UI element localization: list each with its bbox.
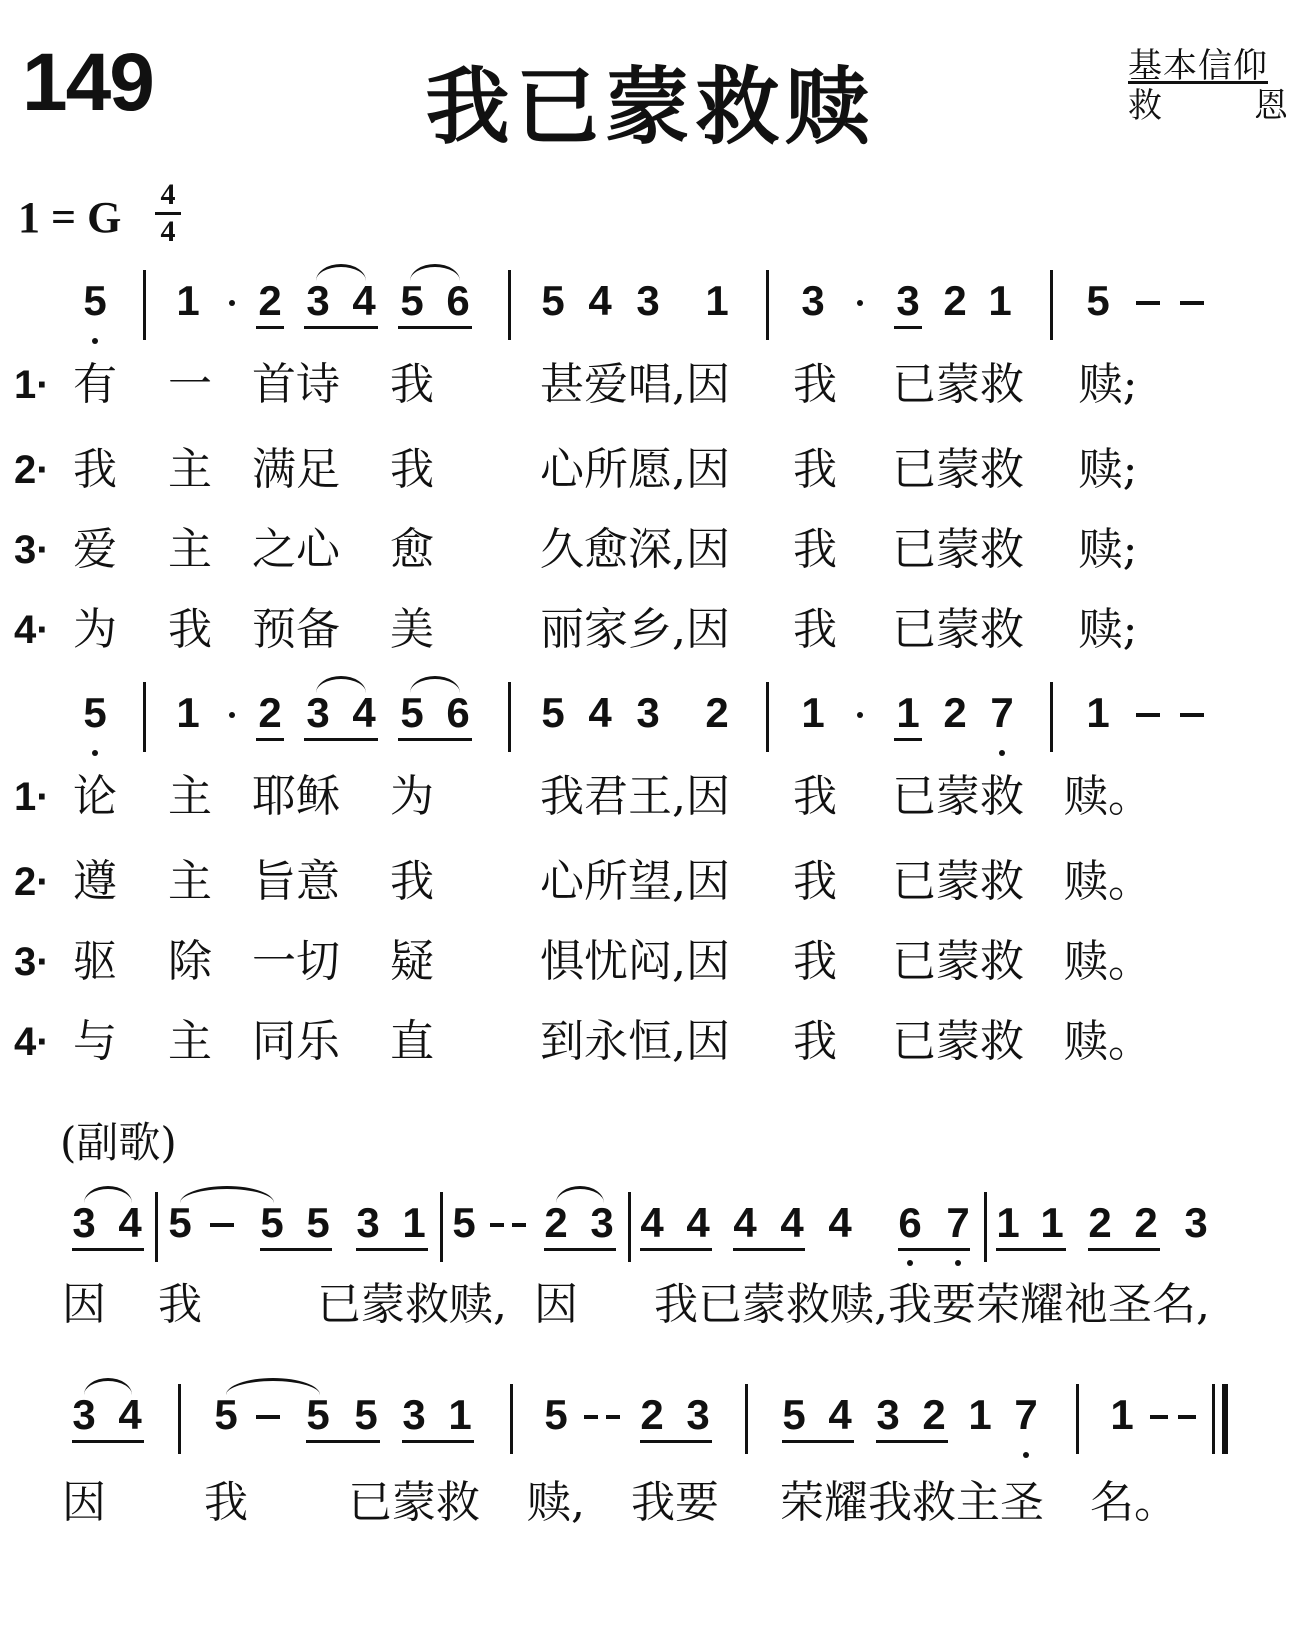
slur: [180, 1186, 274, 1203]
time-signature: 4 4: [155, 180, 181, 247]
note: 5: [400, 689, 424, 736]
note: 3: [402, 1391, 426, 1438]
note: 3: [896, 277, 920, 324]
note: 1: [1040, 1199, 1064, 1246]
verse-number: 2·: [14, 860, 50, 904]
verse-number: 4·: [14, 1020, 50, 1064]
category-sub: 救 恩: [1128, 86, 1288, 126]
augmentation-dot: [229, 712, 235, 718]
note: 1: [1110, 1391, 1134, 1438]
note: 3: [72, 1199, 96, 1246]
note: 3: [590, 1199, 614, 1246]
note: 6: [898, 1199, 922, 1246]
note: 5: [782, 1391, 806, 1438]
note: 4: [828, 1199, 852, 1246]
notation-line-1: [0, 278, 1301, 358]
note: 2: [640, 1391, 664, 1438]
note: 5: [400, 277, 424, 324]
verses-group-b: 1· 论 主 耶稣 为 我君王,因 我 已蒙救 赎。 2· 遵 主 旨意 我 心所望,因 我 已蒙救 赎。 3· 驱 除 一切 疑 惧忧闷,因 我 已蒙救 赎。 4· 与 主 同乐 直 到永恒,因 我 已蒙救 赎。: [14, 771, 1152, 1067]
note: 2: [258, 689, 282, 736]
notation-line-2: [0, 690, 1301, 770]
note: 4: [780, 1199, 804, 1246]
note: 2: [922, 1391, 946, 1438]
bar-line: [1212, 1384, 1215, 1454]
note: 5: [83, 689, 107, 736]
bar-line: [628, 1192, 631, 1262]
low-octave-dot: [92, 338, 98, 344]
note: 5: [354, 1391, 378, 1438]
note: 4: [733, 1199, 757, 1246]
note: 4: [686, 1199, 710, 1246]
note: 3: [72, 1391, 96, 1438]
note: 3: [306, 277, 330, 324]
slur: [316, 676, 366, 693]
low-octave-dot: [907, 1260, 913, 1266]
note: 1: [968, 1391, 992, 1438]
note: 5: [541, 689, 565, 736]
verse-number: 3·: [14, 528, 50, 572]
bar-line: [745, 1384, 748, 1454]
bar-line: [143, 270, 146, 340]
chorus-notation-1: [0, 1200, 1301, 1280]
bar-line: [440, 1192, 443, 1262]
note: 2: [943, 689, 967, 736]
note: 5: [1086, 277, 1110, 324]
bar-line: [155, 1192, 158, 1262]
note: 5: [544, 1391, 568, 1438]
verse-number: 1·: [14, 363, 50, 407]
note: 3: [636, 277, 660, 324]
note: 2: [943, 277, 967, 324]
slur: [410, 264, 460, 281]
note: 7: [990, 689, 1014, 736]
note: 5: [168, 1199, 192, 1246]
bar-line: [984, 1192, 987, 1262]
bar-line: [1050, 682, 1053, 752]
note: 4: [118, 1199, 142, 1246]
bar-line: [508, 270, 511, 340]
note: 2: [258, 277, 282, 324]
note: 1: [402, 1199, 426, 1246]
bar-line: [508, 682, 511, 752]
bar-line: [178, 1384, 181, 1454]
note: 6: [446, 689, 470, 736]
note: 5: [83, 277, 107, 324]
note: 4: [588, 277, 612, 324]
low-octave-dot: [92, 750, 98, 756]
slur: [410, 676, 460, 693]
bar-line: [143, 682, 146, 752]
note: 1: [176, 689, 200, 736]
note: 1: [996, 1199, 1020, 1246]
note: 3: [686, 1391, 710, 1438]
augmentation-dot: [857, 712, 863, 718]
note: 5: [452, 1199, 476, 1246]
note: 4: [588, 689, 612, 736]
note: 4: [352, 277, 376, 324]
slur: [556, 1186, 604, 1203]
slur: [316, 264, 366, 281]
verse-number: 3·: [14, 940, 50, 984]
note: 3: [801, 277, 825, 324]
hymn-number: 149: [22, 37, 153, 128]
bar-line: [1050, 270, 1053, 340]
augmentation-dot: [229, 300, 235, 306]
chorus-lyrics-1: 因 我 已蒙救赎, 因 我已蒙救赎,我要荣耀祂圣名,: [62, 1279, 1210, 1330]
low-octave-dot: [999, 750, 1005, 756]
note: 7: [1014, 1391, 1038, 1438]
note: 3: [306, 689, 330, 736]
note: 3: [1184, 1199, 1208, 1246]
note: 4: [352, 689, 376, 736]
note: 2: [705, 689, 729, 736]
category-main: 基本信仰: [1128, 46, 1268, 86]
note: 5: [306, 1199, 330, 1246]
bar-line: [510, 1384, 513, 1454]
low-octave-dot: [1023, 1452, 1029, 1458]
note: 6: [446, 277, 470, 324]
note: 5: [260, 1199, 284, 1246]
slur: [84, 1378, 132, 1395]
slur: [226, 1378, 320, 1395]
note: 5: [214, 1391, 238, 1438]
note: 5: [306, 1391, 330, 1438]
note: 2: [1134, 1199, 1158, 1246]
note: 3: [636, 689, 660, 736]
note: 2: [544, 1199, 568, 1246]
chorus-label: (副歌): [60, 1118, 177, 1167]
verse-number: 1·: [14, 775, 50, 819]
hymn-title: 我已蒙救赎: [425, 58, 876, 156]
bar-line: [766, 682, 769, 752]
note: 2: [1088, 1199, 1112, 1246]
note: 1: [448, 1391, 472, 1438]
verse-number: 2·: [14, 448, 50, 492]
bar-line: [1076, 1384, 1079, 1454]
note: 1: [801, 689, 825, 736]
note: 3: [356, 1199, 380, 1246]
chorus-notation-2: [0, 1392, 1301, 1472]
note: 1: [896, 689, 920, 736]
category-label: [1128, 46, 1288, 126]
bar-line: [766, 270, 769, 340]
chorus-lyrics-2: 因 我 已蒙救 赎, 我要 荣耀我救主圣 名。: [62, 1477, 1178, 1528]
verses-group-a: 1· 有 一 首诗 我 甚爱唱,因 我 已蒙救 赎; 2· 我 主 满足 我 心所愿,因 我 已蒙救 赎; 3· 爱 主 之心 愈 久愈深,因 我 已蒙救 赎; 4· 为 我 预备 美 丽家乡,因 我 已蒙救 赎;: [14, 359, 1138, 655]
note: 1: [705, 277, 729, 324]
note: 5: [541, 277, 565, 324]
note: 1: [988, 277, 1012, 324]
note: 4: [118, 1391, 142, 1438]
note: 1: [176, 277, 200, 324]
note: 3: [876, 1391, 900, 1438]
verse-number: 4·: [14, 608, 50, 652]
note: 4: [640, 1199, 664, 1246]
note: 7: [946, 1199, 970, 1246]
final-bar-line: [1222, 1384, 1228, 1454]
key-signature: 1 = G: [18, 193, 122, 242]
slur: [84, 1186, 132, 1203]
low-octave-dot: [955, 1260, 961, 1266]
note: 4: [828, 1391, 852, 1438]
augmentation-dot: [857, 300, 863, 306]
note: 1: [1086, 689, 1110, 736]
